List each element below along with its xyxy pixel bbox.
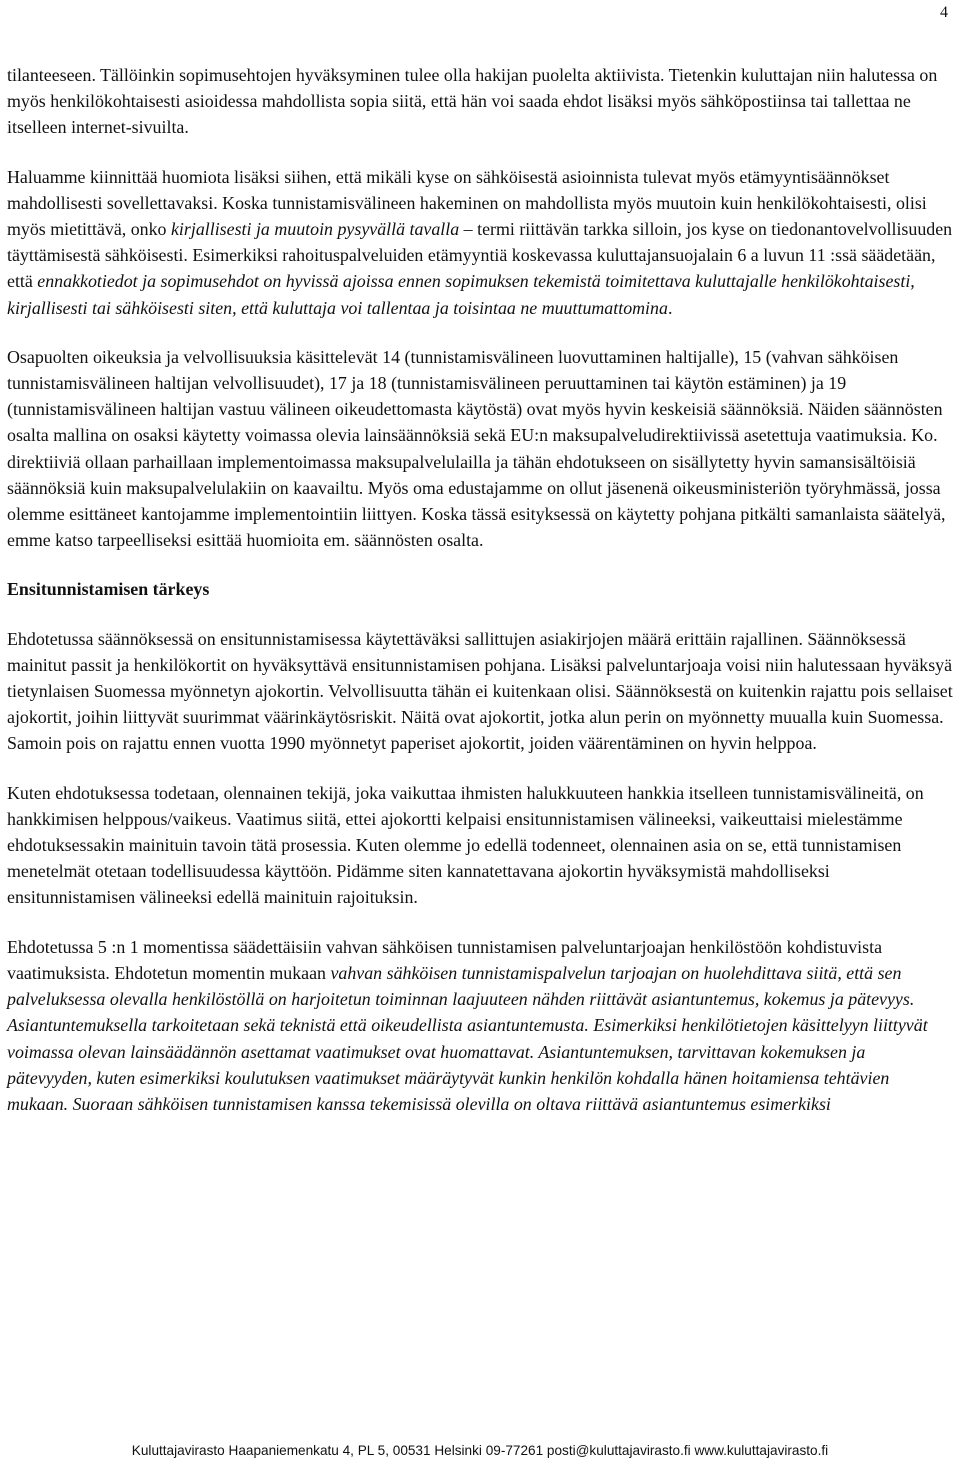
paragraph-text: Ehdotetussa säännöksessä on ensitunnistamisessa käytettäväksi sallittujen asiakirjojen määrä erittäin rajallinen. Säännöksessä mainitut passit ja henkilökortit on hyväksyttävä ensitunnistamisen pohjana. Lisäksi palveluntarjoaja voisi niin halutessaan hyväksyä tietynlaisen Suomessa myönnetyn ajokortin. Velvollisuutta tähän ei kuitenkaan olisi. Säännöksestä on kuitenkin rajattu pois sellaiset ajokortit, joihin liittyvät suurimmat väärinkäytösriskit. Näitä ovat ajokortit, jotka alun perin on myönnetty muualla kuin Suomessa. Samoin pois on rajattu ennen vuotta 1990 myönnetyt paperiset ajokortit, joiden väärentäminen on hyvin helppoa. — [7, 628, 953, 754]
paragraph-5 — [7, 780, 953, 911]
document-body — [7, 62, 953, 1140]
paragraph-text: Ehdotetussa 5 :n 1 momentissa säädettäisiin vahvan sähköisen tunnistamisen palveluntarjoajan henkilöstöön kohdistuvista vaatimuksista. Ehdotetun momentin mukaan — [7, 936, 883, 983]
paragraph-text: – termi riittävän tarkka silloin, jos kyse on tiedonantovelvollisuuden täyttämisestä sähköisesti. Esimerkiksi rahoituspalveluiden etämyyntiä koskevassa kuluttajansuojalain 6 a luvun 11 :ssä säädetään, että — [7, 219, 953, 292]
paragraph-text: . — [667, 297, 673, 318]
paragraph-italic-text: vahvan sähköisen tunnistamispalvelun tarjoajan on huolehdittava siitä, että sen palveluksessa olevalla henkilöstöllä on harjoitetun toiminnan laajuuteen nähden riittävät asiantuntemus, kokemus ja pätevyys. Asiantuntemuksella tarkoitetaan sekä teknistä että oikeudellista asiantuntemusta. Esimerkiksi henkilötietojen käsittelyyn liittyvät voimassa olevan lainsäädännön asettamat vaatimukset ovat huomattavat. Asiantuntemuksen, tarvittavan kokemuksen ja pätevyyden, kuten esimerkiksi koulutuksen vaatimukset määräytyvät kunkin henkilön kohdalla hänen hoitamiensa tehtävien mukaan. Suoraan sähköisen tunnistamisen kanssa tekemisissä olevilla on oltava riittävä asiantuntemus esimerkiksi — [7, 962, 928, 1114]
page-footer: Kuluttajavirasto Haapaniemenkatu 4, PL 5, 00531 Helsinki 09-77261 posti@kuluttajavirasto.fi www.kuluttajavirasto.fi — [131, 1443, 829, 1458]
paragraph-text: Haluamme kiinnittää huomiota lisäksi siihen, että mikäli kyse on sähköisestä asioinnista tulevat myös etämyyntisäännökset mahdollisesti sovellettavaksi. Koska tunnistamisvälineen hakeminen on mahdollista myös muutoin kuin henkilökohtaisesti, olisi myös mietittävä, onko — [7, 166, 927, 240]
paragraph-text: tilanteeseen. Tällöinkin sopimusehtojen hyväksyminen tulee olla hakijan puolelta aktiivista. Tietenkin kuluttajan niin halutessa on myös henkilökohtaisesti asioidessa mahdollista sopia siitä, että hän voi saada ehdot lisäksi myös sähköpostiinsa tai tallettaa ne itselleen internet-sivuilta. — [7, 65, 938, 138]
paragraph-6 — [7, 934, 953, 1117]
paragraph-italic-text: ennakkotiedot ja sopimusehdot on hyvissä ajoissa ennen sopimuksen tekemistä toimitettava kuluttajalle henkilökohtaisesti, kirjallisesti tai sähköisesti siten, että kuluttaja voi tallentaa ja toisintaa ne muuttumattomina — [7, 271, 915, 318]
section-heading: Ensitunnistamisen tärkeys — [7, 579, 210, 600]
page-number: 4 — [940, 4, 948, 21]
paragraph-1 — [7, 62, 953, 141]
paragraph-3 — [7, 344, 953, 554]
paragraph-text: Kuten ehdotuksessa todetaan, olennainen tekijä, joka vaikuttaa ihmisten halukkuuteen hankkia itselleen tunnistamisvälineitä, on hankkimisen helppous/vaikeus. Vaatimus siitä, ettei ajokortti kelpaisi ensitunnistamisen välineeksi, vaikeuttaisi mielestämme ehdotuksessakin mainituin tavoin tätä prosessia. Kuten olemme jo edellä todenneet, olennainen asia on se, että tunnistamisen menetelmät otetaan todellisuudessa käyttöön. Pidämme siten kannatettavana ajokortin hyväksymistä mahdolliseksi ensitunnistamisen välineeksi edellä mainituin rajoituksin. — [7, 782, 924, 908]
paragraph-4 — [7, 626, 953, 757]
paragraph-2 — [7, 164, 953, 321]
paragraph-text: Osapuolten oikeuksia ja velvollisuuksia käsittelevät 14 (tunnistamisvälineen luovuttaminen haltijalle), 15 (vahvan sähköisen tunnistamisvälineen haltijan velvollisuudet), 17 ja 18 (tunnistamisvälineen peruuttaminen tai käytön estäminen) ja 19 (tunnistamisvälineen haltijan vastuu välineen oikeudettomasta käytöstä) ovat myös hyvin keskeisiä säännöksiä. Näiden säännösten osalta mallina on osaksi käytetty voimassa olevia lainsäännöksiä sekä EU:n maksupalveludirektiivissä asetettuja vaatimuksia. Ko. direktiiviä ollaan parhaillaan implementoimassa maksupalvelulailla ja tähän ehdotukseen on sisällytetty hyvin samansisältöisiä säännöksiä kuin maksupalvelulakiin on kaavailtu. Myös oma edustajamme on ollut jäsenenä oikeusministeriön työryhmässä, jossa olemme esittäneet kantojamme implementointiin liittyen. Koska tässä esityksessä on käytetty pohjana pitkälti samanlaista säätelyä, emme katso tarpeelliseksi esittää huomioita em. säännösten osalta. — [7, 346, 946, 551]
paragraph-italic-text: kirjallisesti ja muutoin pysyvällä tavalla — [170, 219, 460, 240]
